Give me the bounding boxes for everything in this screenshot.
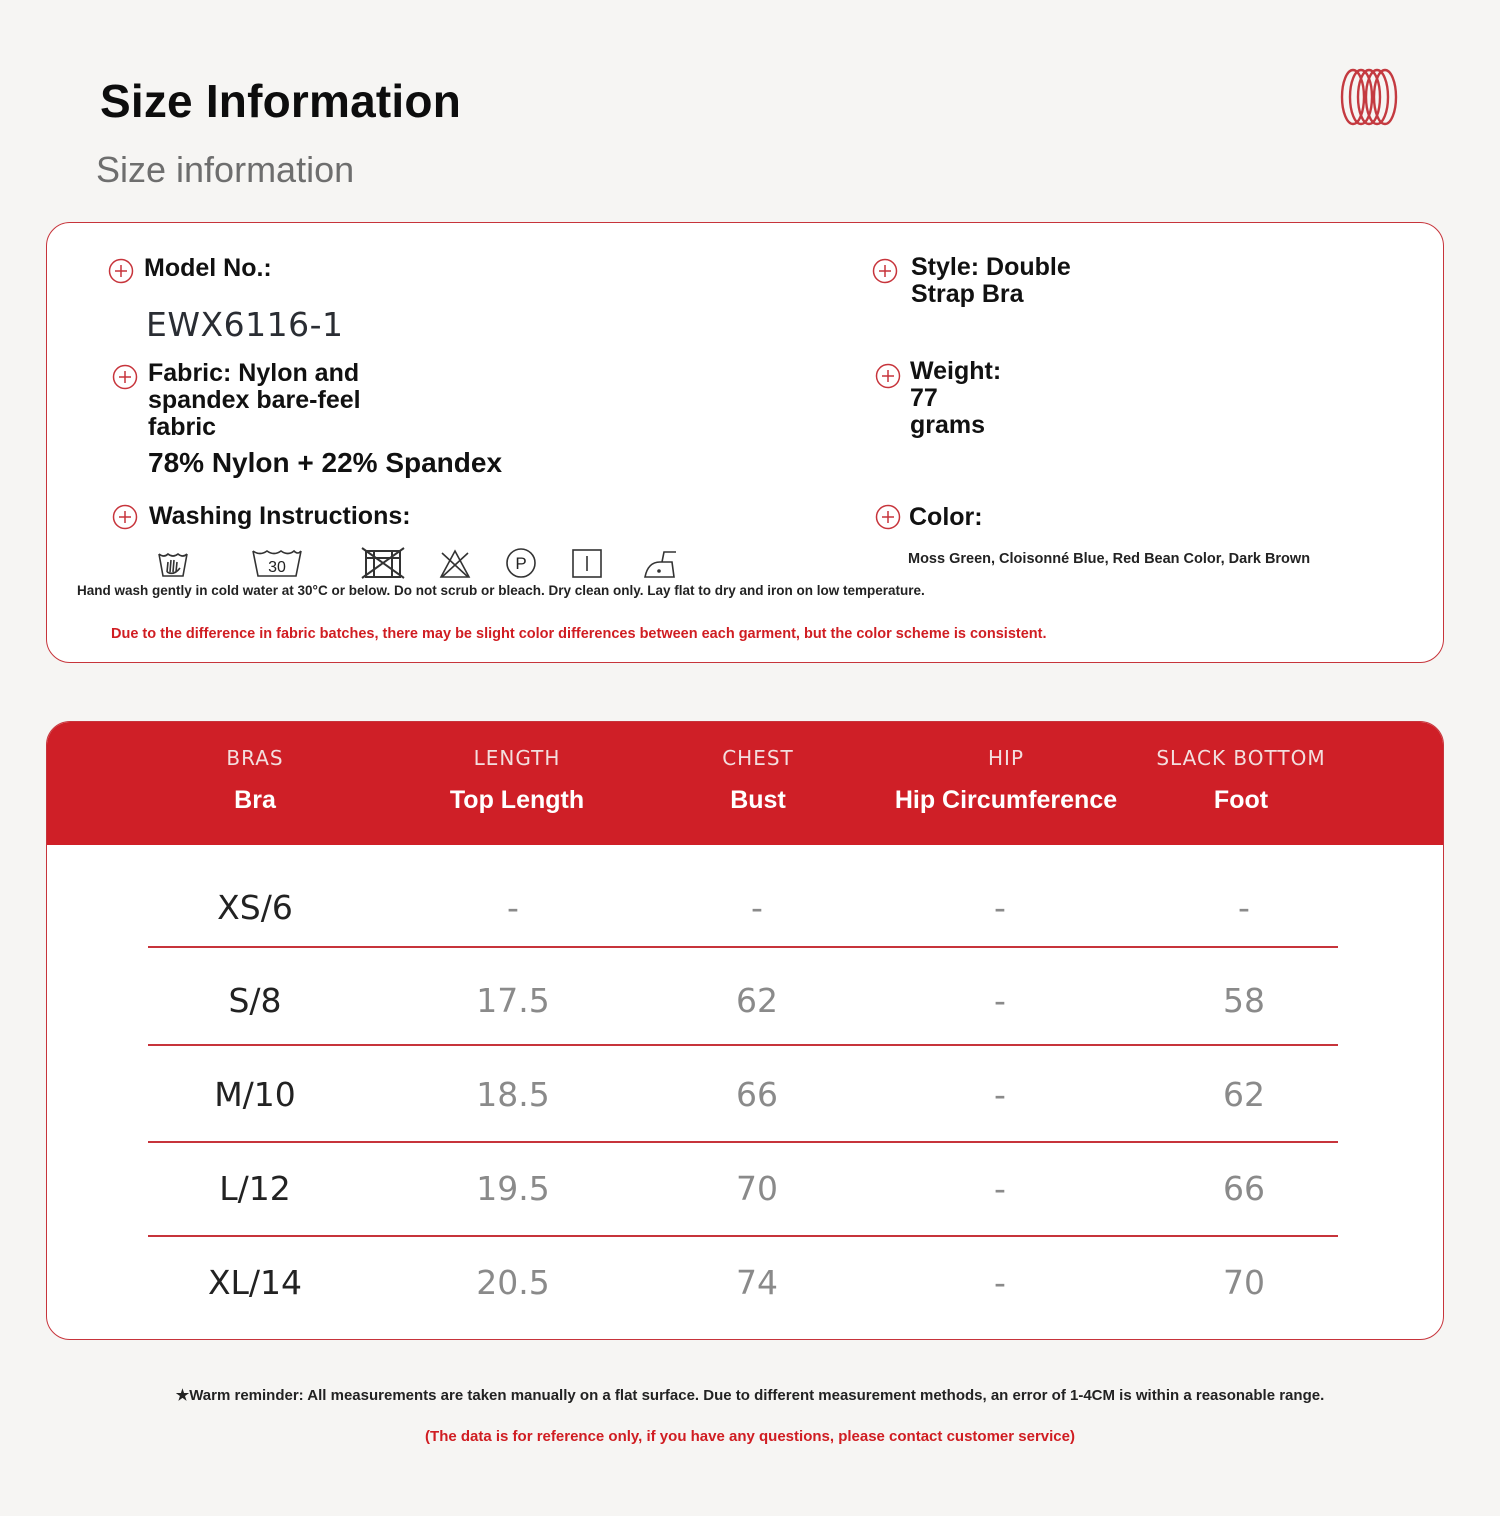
- row-divider: [148, 1141, 1338, 1143]
- model-label: Model No.:: [144, 254, 272, 282]
- plus-circle-icon: [875, 504, 901, 530]
- no-bleach-icon: [438, 547, 472, 581]
- reference-note: (The data is for reference only, if you have any questions, please contact customer service): [425, 1428, 1075, 1445]
- washing-label: Washing Instructions:: [149, 502, 411, 530]
- measurement-reminder: ★Warm reminder: All measurements are taken manually on a flat surface. Due to different measurement methods, an error of 1-4CM is within a reasonable range.: [175, 1387, 1325, 1404]
- line-dry-icon: [570, 546, 604, 580]
- model-value: EWX6116-1: [146, 305, 344, 344]
- plus-circle-icon: [112, 364, 138, 390]
- washing-note: Hand wash gently in cold water at 30°C or below. Do not scrub or bleach. Dry clean only. Lay flat to dry and iron on low temperature.: [77, 583, 925, 598]
- iron-low-icon: [642, 546, 678, 580]
- row-divider: [148, 1235, 1338, 1237]
- no-tumble-dry-icon: [360, 546, 406, 580]
- color-warning: Due to the difference in fabric batches, there may be slight color differences between each garment, but the color scheme is consistent.: [111, 626, 1047, 642]
- style-label: Style: Double Strap Bra: [911, 253, 1071, 308]
- size-table: BRAS Bra LENGTH Top Length CHEST Bust HIP Hip Circumference SLACK BOTTOM Foot XS/6 - - - - S/8 17.5 62 - 58 M/10 18.5 66 - 62 L/12 19.5 70 - 66 XL/14 20.5 74 - 70: [46, 721, 1444, 1340]
- plus-circle-icon: [108, 258, 134, 284]
- size-table-header: BRAS Bra LENGTH Top Length CHEST Bust HIP Hip Circumference SLACK BOTTOM Foot: [47, 722, 1443, 845]
- dry-clean-p-icon: [504, 546, 538, 580]
- row-divider: [148, 946, 1338, 948]
- svg-text:30: 30: [268, 559, 286, 576]
- fabric-composition: 78% Nylon + 22% Spandex: [148, 447, 503, 478]
- color-value: Moss Green, Cloisonné Blue, Red Bean Color, Dark Brown: [908, 551, 1311, 567]
- plus-circle-icon: [872, 258, 898, 284]
- fabric-label: Fabric: Nylon and spandex bare-feel fabric: [148, 359, 361, 441]
- row-divider: [148, 1044, 1338, 1046]
- page-subtitle: Size information: [96, 149, 355, 190]
- page-title: Size Information: [100, 75, 462, 127]
- plus-circle-icon: [112, 504, 138, 530]
- plus-circle-icon: [875, 363, 901, 389]
- color-label: Color:: [909, 503, 983, 531]
- weight-label: Weight: 77 grams: [910, 357, 1002, 439]
- svg-text:P: P: [515, 554, 527, 573]
- red-rings-logo-icon: [1336, 66, 1402, 128]
- wash-30-icon: [250, 545, 304, 579]
- hand-wash-icon: [156, 546, 190, 580]
